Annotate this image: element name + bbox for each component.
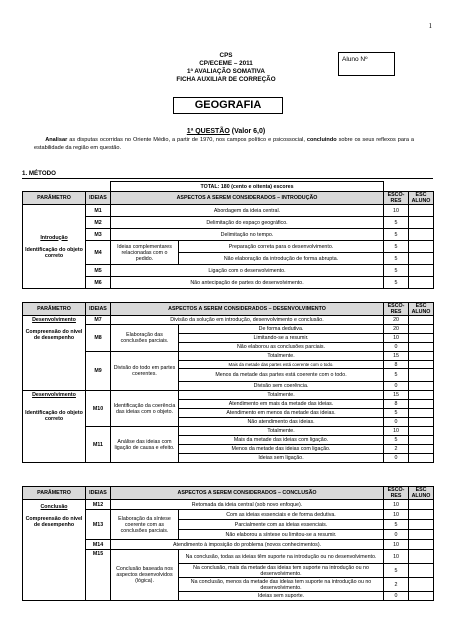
student-score-cell[interactable] — [409, 436, 434, 445]
idea-score: 5 — [384, 265, 409, 277]
student-score-cell[interactable] — [409, 334, 434, 343]
idea-id: M7 — [86, 316, 111, 325]
idea-score: 10 — [384, 427, 409, 436]
student-score-cell[interactable] — [409, 550, 434, 564]
idea-score: 2 — [384, 445, 409, 454]
intro-heading: ASPECTOS A SEREM CONSIDERADOS – INTRODUÇÃO — [111, 192, 384, 205]
idea-score: 5 — [384, 564, 409, 578]
student-score-cell[interactable] — [409, 277, 434, 289]
student-score-cell[interactable] — [409, 343, 434, 352]
col-ideias: IDEIAS — [86, 487, 111, 500]
col-ideias: IDEIAS — [86, 303, 111, 316]
idea-label: Divisão do todo em partes coerentes. — [111, 352, 179, 391]
student-score-cell[interactable] — [409, 361, 434, 369]
col-escores: ESCO-RES — [384, 192, 409, 205]
idea-score: 20 — [384, 316, 409, 325]
col-escores: ESCO-RES — [384, 487, 409, 500]
idea-id: M12 — [86, 500, 111, 510]
intro-param: Introdução Identificação do objeto correto — [23, 205, 86, 289]
student-score-cell[interactable] — [409, 592, 434, 601]
idea-text: Ligação com o desenvolvimento. — [111, 265, 384, 277]
total-row: TOTAL: 180 (cento e oitenta) escores — [111, 182, 384, 192]
criterion-text: Atendimento em mais da metade das ideias. — [179, 400, 384, 409]
student-score-cell[interactable] — [409, 540, 434, 550]
question-statement: Analisar as disputas ocorridas no Oriente Médio, a partir de 1970, nos campos político e psicossocial, concluindo sobre os seus reflexos para a estabilidade da região em questão. — [34, 137, 414, 151]
criterion-text: Totalmente. — [179, 391, 384, 400]
idea-score: 2 — [384, 578, 409, 592]
idea-text: Não antecipação de partes do desenvolvimento. — [111, 277, 384, 289]
criterion-text: Preparação correta para o desenvolvimento. — [179, 241, 384, 253]
student-score-cell[interactable] — [409, 253, 434, 265]
student-score-cell[interactable] — [409, 316, 434, 325]
idea-text: Atendimento à imposição do problema (novos conhecimentos). — [111, 540, 384, 550]
criterion-text: Mais da metade das ideias com ligação. — [179, 436, 384, 445]
idea-text: Delimitação do espaço geográfico. — [111, 217, 384, 229]
idea-label: Ideias complementares relacionadas com o pedido. — [111, 241, 179, 265]
criterion-text: Totalmente. — [179, 427, 384, 436]
student-score-cell[interactable] — [409, 241, 434, 253]
idea-score: 0 — [384, 592, 409, 601]
idea-text: Delimitação no tempo. — [111, 229, 384, 241]
student-score-cell[interactable] — [409, 418, 434, 427]
col-escores: ESCO-RES — [384, 303, 409, 316]
criterion-text: Na conclusão, mais da metade das ideias tem suporte na introdução ou no desenvolvimento. — [179, 564, 384, 578]
conc-param: Conclusão Compreensão do nível de desempenho — [23, 500, 86, 601]
idea-label: Elaboração das conclusões parciais. — [111, 325, 179, 352]
idea-score: 0 — [384, 454, 409, 463]
student-score-cell[interactable] — [409, 352, 434, 361]
criterion-text: Atendimento em menos da metade das ideias. — [179, 409, 384, 418]
criterion-text: Na conclusão, todas as ideias têm suporte na introdução ou no desenvolvimento. — [179, 550, 384, 564]
dev-table — [22, 302, 434, 463]
idea-score: 15 — [384, 352, 409, 361]
idea-id: M9 — [86, 352, 111, 391]
conc-table — [22, 486, 434, 601]
criterion-text: Com as ideias essenciais e de forma dedutiva. — [179, 510, 384, 520]
idea-id: M8 — [86, 325, 111, 352]
question-title: 1ª QUESTÃO (Valor 6,0) — [186, 128, 266, 135]
student-score-cell[interactable] — [409, 205, 434, 217]
student-score-cell[interactable] — [409, 217, 434, 229]
col-esc-aluno: ESC ALUNO — [409, 192, 434, 205]
subject-title: GEOGRAFIA — [173, 97, 283, 114]
idea-id: M4 — [86, 241, 111, 265]
criterion-text: De forma dedutiva. — [179, 325, 384, 334]
criterion-text: Ideias sem suporte. — [179, 592, 384, 601]
student-score-cell[interactable] — [409, 530, 434, 540]
idea-label: Análise das ideias com ligação de causa e efeito. — [111, 427, 179, 463]
criterion-text: Não atendimento das ideias. — [179, 418, 384, 427]
idea-score: 5 — [384, 241, 409, 253]
idea-score: 0 — [384, 418, 409, 427]
student-score-cell[interactable] — [409, 409, 434, 418]
student-score-cell[interactable] — [409, 564, 434, 578]
student-score-cell[interactable] — [409, 325, 434, 334]
criterion-text: Menos da metade das partes está coerente com o todo. — [179, 369, 384, 382]
criterion-text: Divisão sem coerência. — [179, 382, 384, 391]
criterion-text: Ideias sem ligação. — [179, 454, 384, 463]
header-line-4: FICHA AUXILIAR DE CORREÇÃO — [176, 76, 276, 83]
idea-id: M1 — [86, 205, 111, 217]
header-line-1: CPS — [219, 52, 233, 59]
idea-score: 5 — [384, 277, 409, 289]
idea-score: 10 — [384, 540, 409, 550]
intro-table — [22, 181, 434, 289]
idea-id: M15 — [86, 550, 111, 601]
dev-param-1: Desenvolvimento Compreensão do nível de desempenho — [23, 316, 86, 391]
criterion-text: Não elaborou as conclusões parciais. — [179, 343, 384, 352]
criterion-text: Não elaboração da introdução de forma abrupta. — [179, 253, 384, 265]
col-parametro: PARÂMETRO — [23, 487, 86, 500]
idea-score: 0 — [384, 343, 409, 352]
header-line-2: CP/ECEME – 2011 — [199, 60, 253, 67]
criterion-text: Mais da metade das partes está coerente com o todo. — [179, 361, 384, 369]
idea-score: 10 — [384, 334, 409, 343]
aluno-box: Aluno Nº — [338, 52, 395, 76]
idea-id: M2 — [86, 217, 111, 229]
col-parametro: PARÂMETRO — [23, 303, 86, 316]
dev-param-2: Desenvolvimento Identificação do objeto correto — [23, 391, 86, 463]
student-score-cell[interactable] — [409, 382, 434, 391]
student-score-cell[interactable] — [409, 391, 434, 400]
header-line-3: 1ª AVALIAÇÃO SOMATIVA — [187, 68, 265, 75]
idea-score: 8 — [384, 400, 409, 409]
idea-score: 5 — [384, 253, 409, 265]
idea-score: 5 — [384, 217, 409, 229]
idea-score: 10 — [384, 205, 409, 217]
idea-score: 15 — [384, 391, 409, 400]
student-score-cell[interactable] — [409, 445, 434, 454]
student-score-cell[interactable] — [409, 454, 434, 463]
page-number: 1 — [428, 22, 432, 30]
idea-score: 0 — [384, 530, 409, 540]
criterion-text: Parcialmente com as ideias essenciais. — [179, 520, 384, 530]
idea-score: 10 — [384, 510, 409, 520]
idea-score: 0 — [384, 382, 409, 391]
idea-id: M6 — [86, 277, 111, 289]
idea-score: 5 — [384, 369, 409, 382]
idea-label: Identificação da coerência das ideias com o objeto. — [111, 391, 179, 427]
student-score-cell[interactable] — [409, 229, 434, 241]
idea-text: Divisão da solução em introdução, desenvolvimento e conclusão. — [111, 316, 384, 325]
criterion-text: Totalmente. — [179, 352, 384, 361]
col-ideias: IDEIAS — [86, 192, 111, 205]
student-score-cell[interactable] — [409, 400, 434, 409]
student-score-cell[interactable] — [409, 578, 434, 592]
idea-score: 10 — [384, 550, 409, 564]
idea-score: 5 — [384, 436, 409, 445]
criterion-text: Limitando-se a resumir. — [179, 334, 384, 343]
student-score-cell[interactable] — [409, 510, 434, 520]
idea-score: 20 — [384, 325, 409, 334]
student-score-cell[interactable] — [409, 500, 434, 510]
idea-id: M11 — [86, 427, 111, 463]
idea-id: M13 — [86, 510, 111, 540]
student-score-cell[interactable] — [409, 369, 434, 382]
dev-heading: ASPECTOS A SEREM CONSIDERADOS – DESENVOLVIMENTO — [111, 303, 384, 316]
idea-label: Conclusão baseada nos aspectos desenvolvidos (lógica). — [111, 550, 179, 601]
idea-score: 10 — [384, 500, 409, 510]
conc-heading: ASPECTOS A SEREM CONSIDERADOS – CONCLUSÃO — [111, 487, 384, 500]
idea-text: Abordagem da ideia central. — [111, 205, 384, 217]
idea-score: 5 — [384, 409, 409, 418]
section-divider — [22, 178, 433, 179]
idea-text: Retomada da ideia central (sob novo enfoque). — [111, 500, 384, 510]
idea-id: M14 — [86, 540, 111, 550]
col-parametro: PARÂMETRO — [23, 192, 86, 205]
col-esc-aluno: ESC ALUNO — [409, 303, 434, 316]
idea-id: M10 — [86, 391, 111, 427]
idea-score: 5 — [384, 229, 409, 241]
criterion-text: Menos da metade das ideias com ligação. — [179, 445, 384, 454]
idea-id: M3 — [86, 229, 111, 241]
student-score-cell[interactable] — [409, 520, 434, 530]
col-esc-aluno: ESC ALUNO — [409, 487, 434, 500]
idea-label: Elaboração da síntese coerente com as conclusões parciais. — [111, 510, 179, 540]
idea-id: M5 — [86, 265, 111, 277]
criterion-text: Na conclusão, menos da metade das ideias tem suporte na introdução ou no desenvolvimento. — [179, 578, 384, 592]
student-score-cell[interactable] — [409, 427, 434, 436]
section-title: 1. MÉTODO — [22, 170, 56, 177]
idea-score: 5 — [384, 520, 409, 530]
criterion-text: Não elaborou a síntese ou limitou-se a resumir. — [179, 530, 384, 540]
idea-score: 8 — [384, 361, 409, 369]
student-score-cell[interactable] — [409, 265, 434, 277]
